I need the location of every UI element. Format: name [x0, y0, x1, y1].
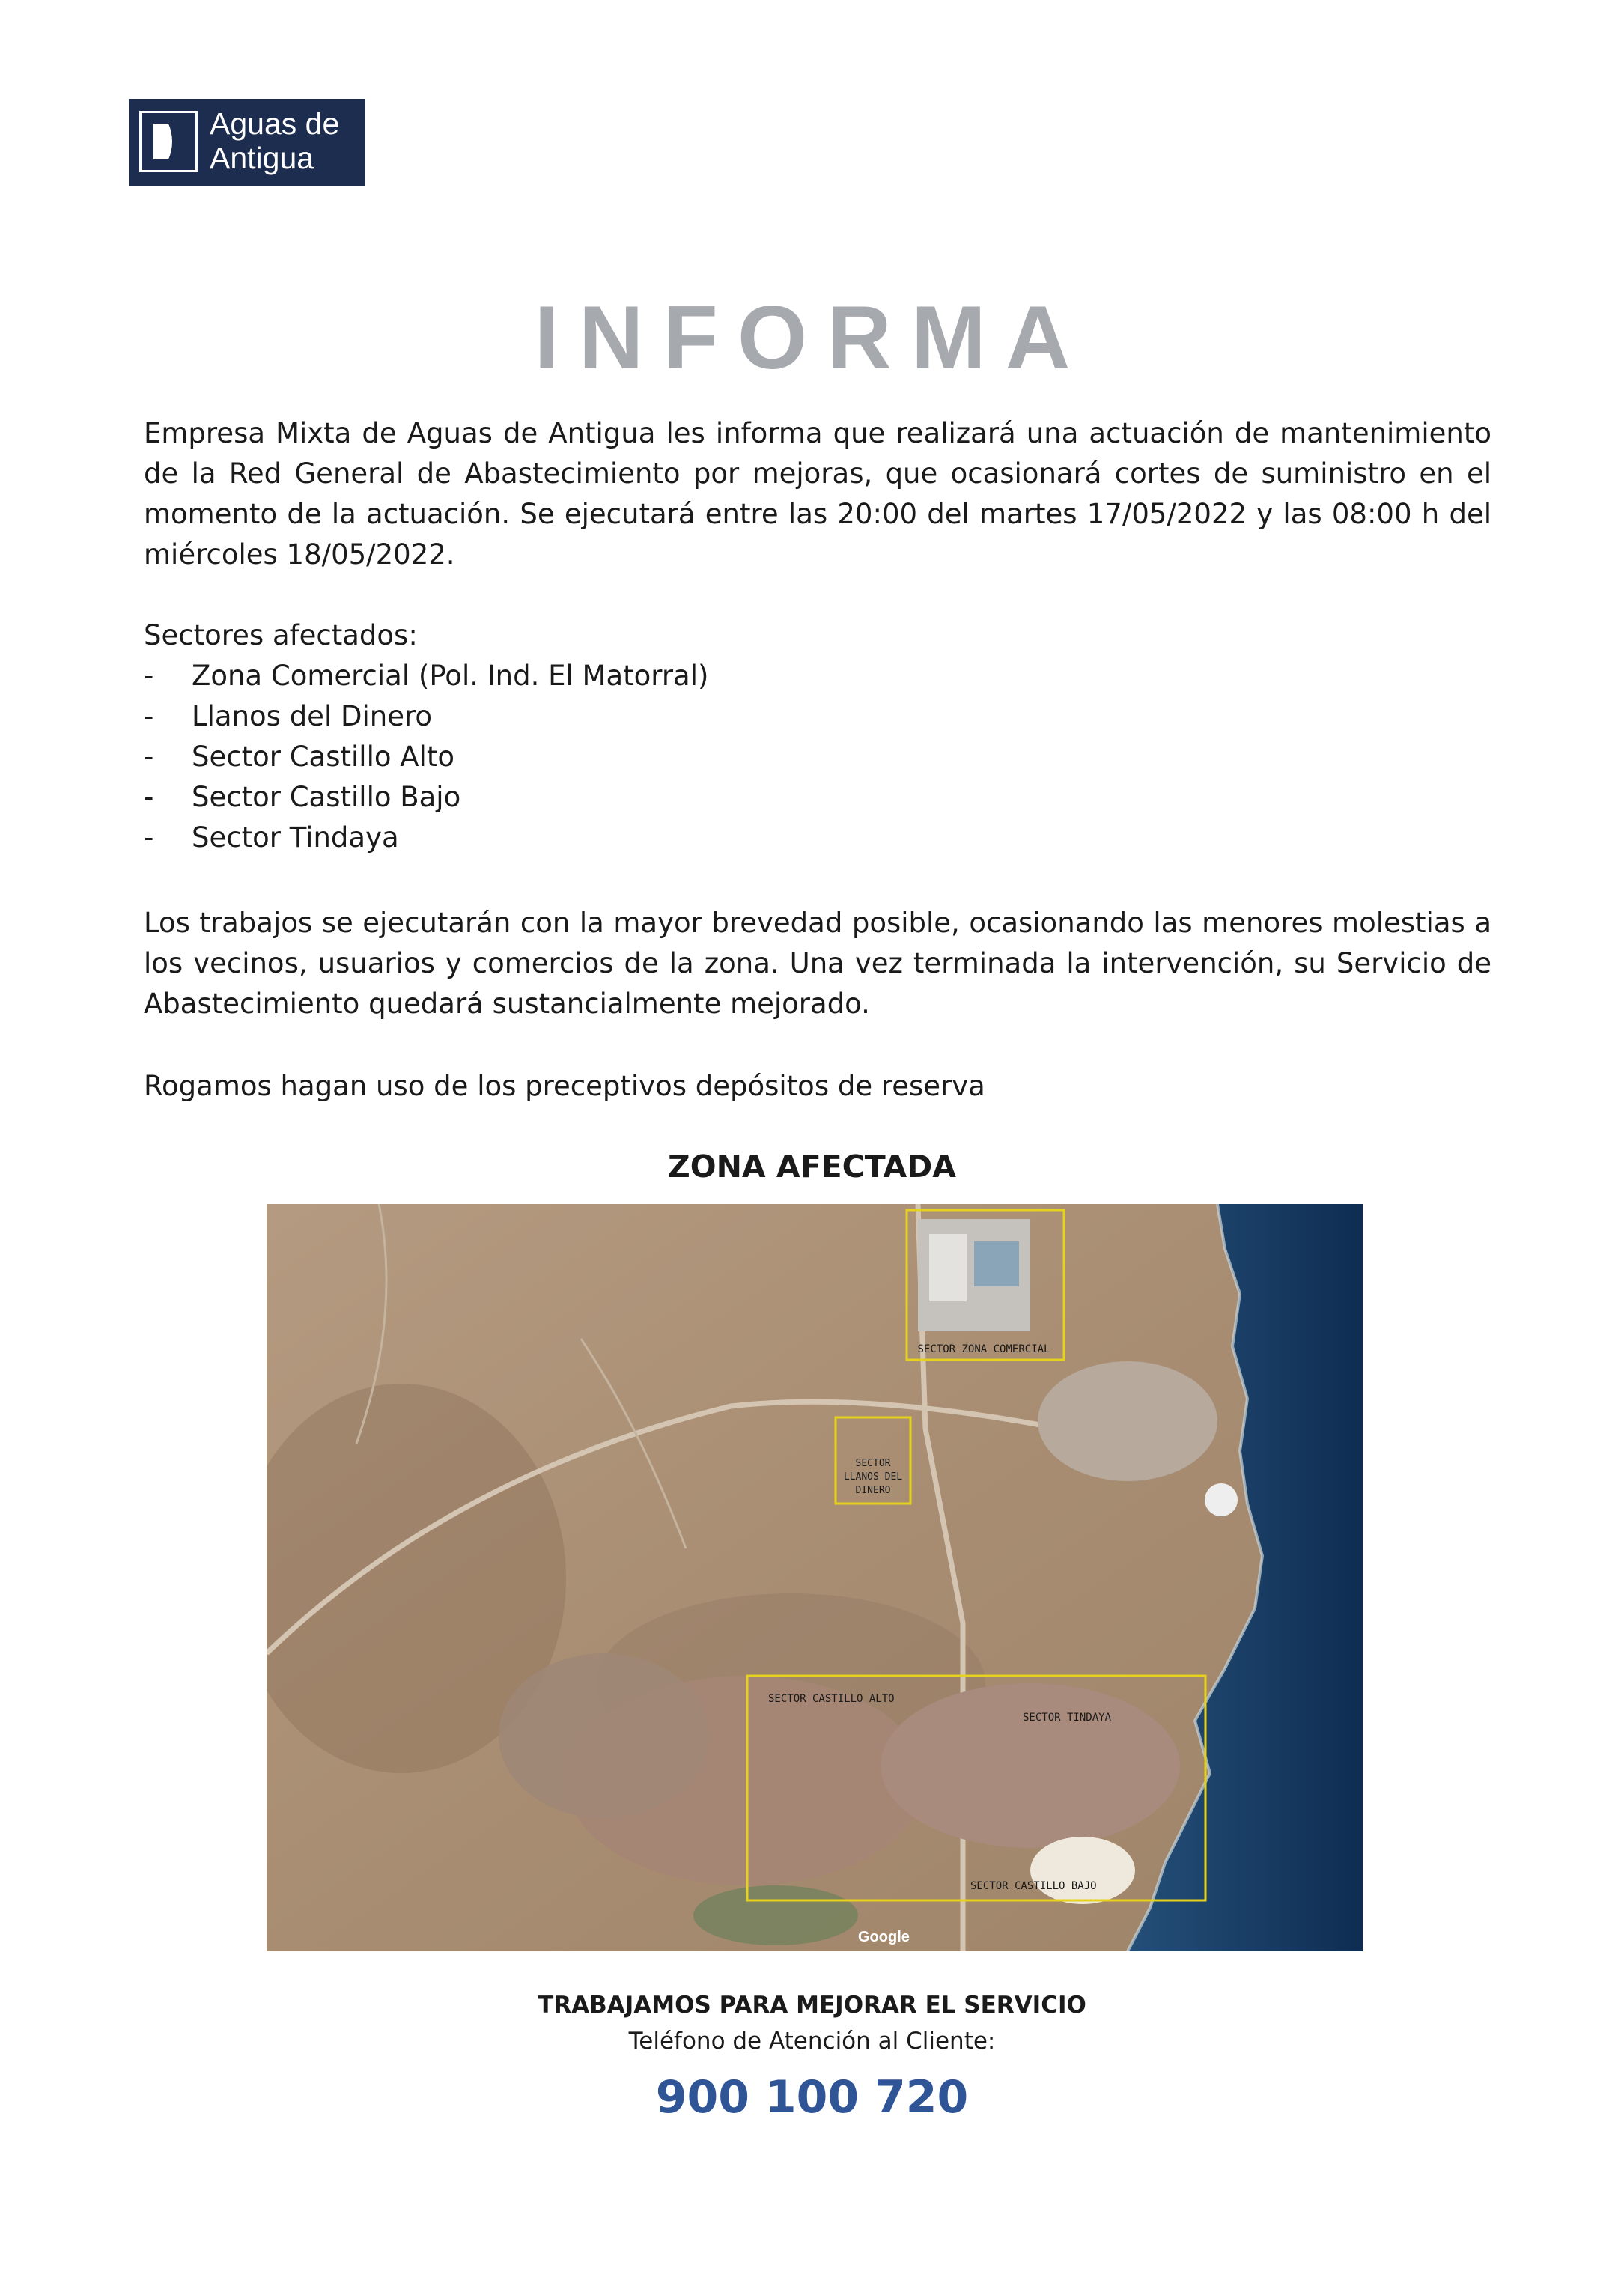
map-attribution: Google	[858, 1929, 910, 1945]
urban-area	[499, 1653, 708, 1818]
request-paragraph: Rogamos hagan uso de los preceptivos depósitos de reserva	[144, 1070, 985, 1102]
beach	[1030, 1837, 1135, 1904]
stadium	[1205, 1483, 1238, 1516]
list-item: - Llanos del Dinero	[144, 696, 708, 737]
footer-slogan: TRABAJAMOS PARA MEJORAR EL SERVICIO	[538, 1992, 1086, 2019]
sector-list	[144, 656, 708, 858]
company-logo	[129, 99, 365, 186]
phone-number: 900 100 720	[655, 2071, 969, 2124]
logo-mark-icon	[139, 111, 198, 172]
affected-zone-map	[267, 1204, 1363, 1951]
logo-wordmark	[210, 106, 339, 175]
label-tindaya: SECTOR TINDAYA	[1023, 1712, 1112, 1724]
label-llanos-line-3: DINERO	[855, 1485, 891, 1496]
sectors-heading: Sectores afectados:	[144, 619, 418, 651]
page-title: INFORMA	[534, 288, 1090, 388]
list-item: - Sector Castillo Alto	[144, 737, 708, 777]
green-area	[693, 1885, 858, 1945]
industrial-building	[929, 1234, 967, 1301]
label-llanos-line-1: SECTOR	[855, 1458, 891, 1469]
urban-area	[1038, 1361, 1217, 1481]
logo-line-1: Aguas de	[210, 106, 340, 141]
closing-paragraph: Los trabajos se ejecutarán con la mayor brevedad posible, ocasionando las menores molestias a los vecinos, usuarios y comercios de la zona. Una vez terminada la intervención, su Servicio de Abastecimiento quedará sustancialmente mejorado.	[144, 907, 1491, 1020]
list-item: - Sector Castillo Bajo	[144, 777, 708, 818]
list-item: - Zona Comercial (Pol. Ind. El Matorral)	[144, 656, 708, 696]
list-item: - Sector Tindaya	[144, 818, 708, 858]
zone-title: ZONA AFECTADA	[667, 1149, 956, 1185]
label-llanos-line-2: LLANOS DEL	[843, 1471, 903, 1483]
industrial-building	[974, 1241, 1019, 1286]
label-castillo-bajo: SECTOR CASTILLO BAJO	[970, 1880, 1097, 1892]
label-castillo-alto: SECTOR CASTILLO ALTO	[768, 1693, 895, 1705]
logo-line-2: Antigua	[210, 141, 314, 175]
label-zona-comercial: SECTOR ZONA COMERCIAL	[917, 1343, 1050, 1355]
intro-paragraph: Empresa Mixta de Aguas de Antigua les informa que realizará una actuación de mantenimiento de la Red General de Abastecimiento por mejoras, que ocasionará cortes de suministro en el momento de la actuación. Se ejecutará entre las 20:00 del martes 17/05/2022 y las 08:00 h del miércoles 18/05/2022.	[144, 417, 1491, 571]
urban-area	[881, 1683, 1180, 1848]
phone-label: Teléfono de Atención al Cliente:	[628, 2028, 996, 2055]
